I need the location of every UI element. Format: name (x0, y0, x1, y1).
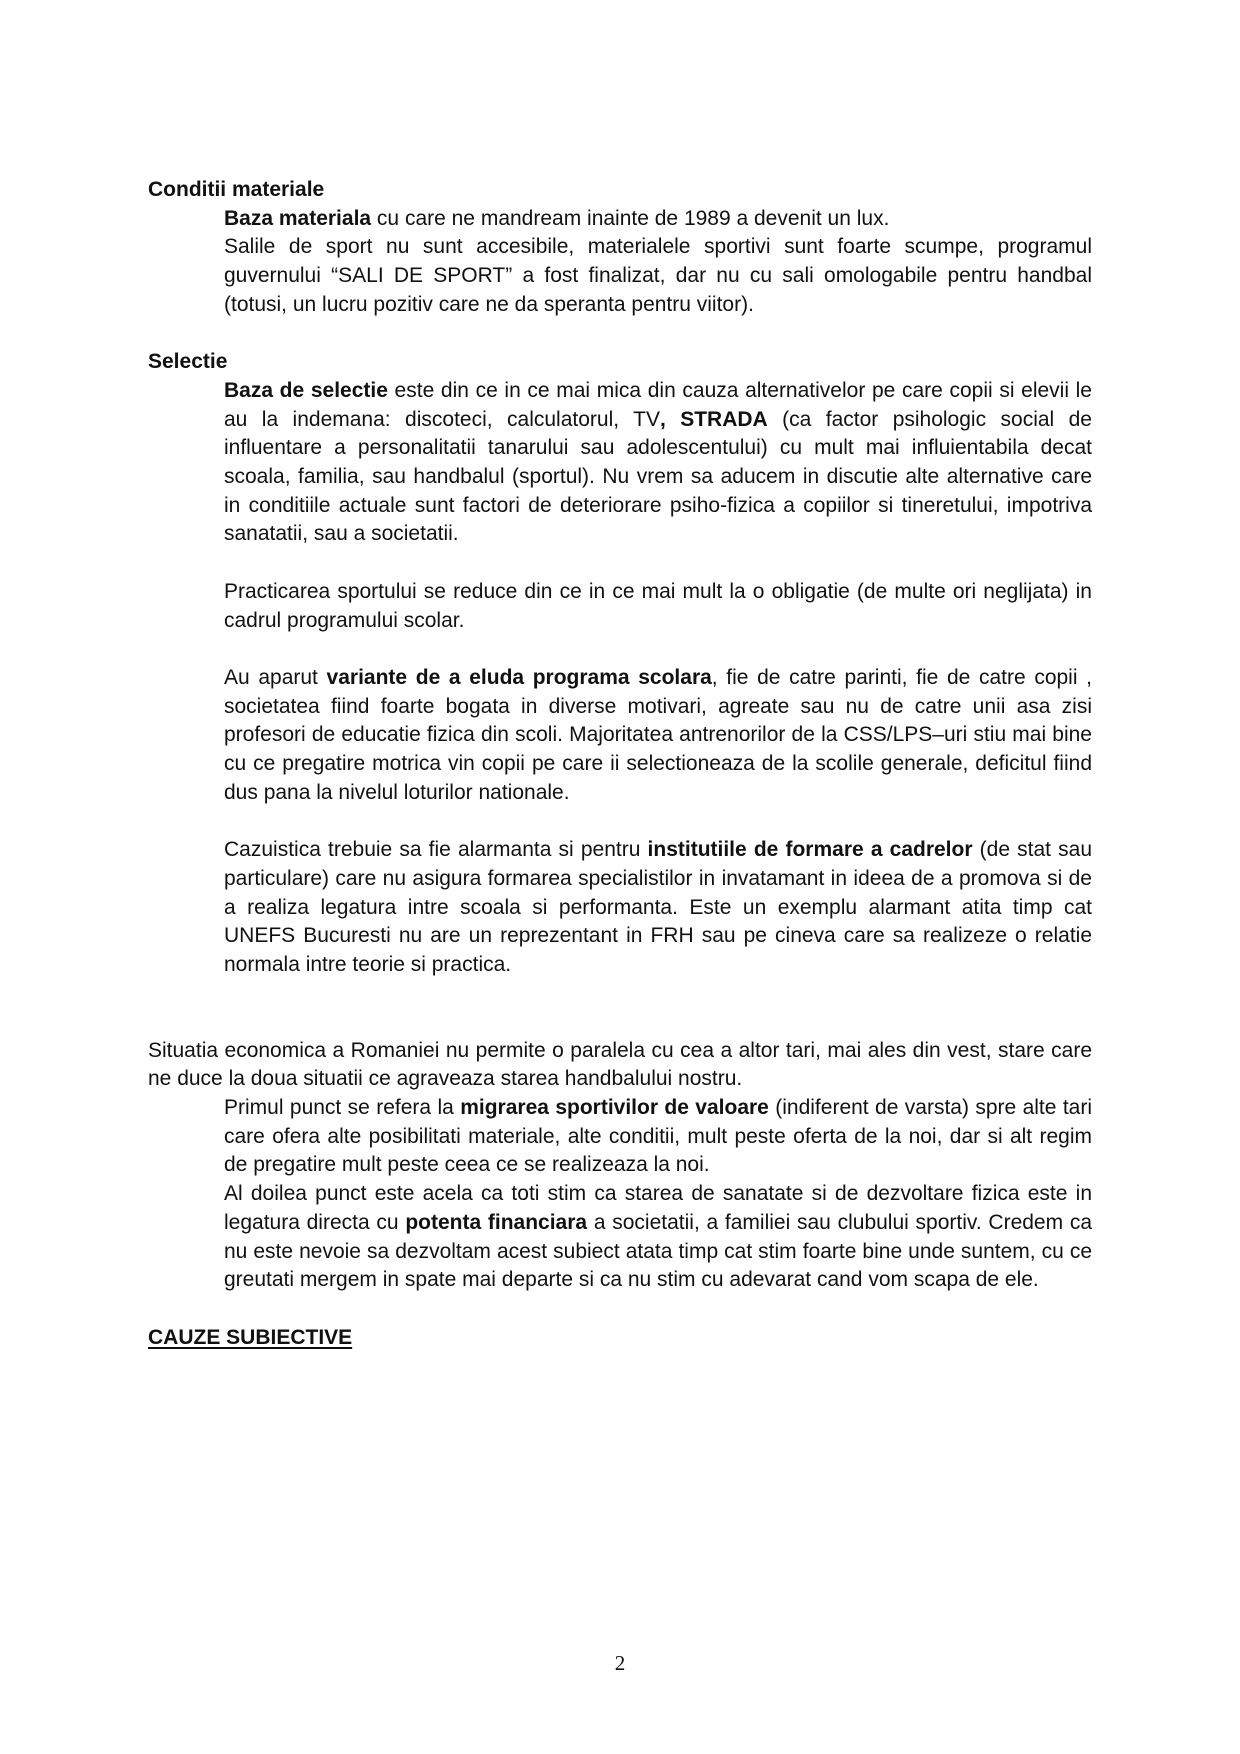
heading-selectie: Selectie (148, 350, 228, 374)
document-page (148, 176, 1092, 1352)
paragraph-cazuistica: Cazuistica trebuie sa fie alarmanta si pentru institutiile de formare a cadrelor (de stat sau particulare) care nu asigura formarea specialistilor in invatamant in ideea de a promova si de a realiza legatura intre scoala si performanta. Este un exemplu alarmant atita timp cat UNEFS Bucuresti nu are un reprezentant in FRH sau pe cineva care sa realizeze o relatie normala intre teorie si practica. (224, 838, 1093, 976)
paragraph-practicarea-sportului: Practicarea sportului se reduce din ce in ce mai mult la o obligatie (de multe ori neglijata) in cadrul programului scolar. (224, 579, 1092, 632)
bold-term: Baza materiala (224, 206, 372, 230)
paragraph-baza-de-selectie: Baza de selectie este din ce in ce mai mica din cauza alternativelor pe care copii si elevii le au la indemana: discoteci, calculatorul, TV, STRADA (ca factor psihologic social de influentare a personalitatii tanarului sau adolescentului) cu mult mai influientabila decat scoala, familia, sau handbalul (sportul). Nu vrem sa aducem in discutie alte alternative care in conditiile actuale sunt factori de deteriorare psiho-fizica a copiilor si tineretului, impotriva sanatatii, sau a societatii. (224, 378, 1092, 546)
paragraph-primul-punct: Primul punct se refera la migrarea sportivilor de valoare (indiferent de varsta) spre alte tari care ofera alte posibilitati materiale, alte conditii, mult peste oferta de la noi, dar si alt regim de pregatire mult peste ceea ce se realizeaza la noi. (224, 1096, 1093, 1177)
paragraph-al-doilea-punct: Al doilea punct este acela ca toti stim ca starea de sanatate si de dezvoltare fizica este in legatura directa cu potenta financiara a societatii, a familiei sau clubului sportiv. Credem ca nu este nevoie sa dezvoltam acest subiect atata timp cat stim foarte bine unde suntem, cu ce greutati mergem in spate mai departe si ca nu stim cu adevarat cand vom scapa de ele. (224, 1182, 1093, 1292)
heading-cauze-subiective: CAUZE SUBIECTIVE (148, 1325, 353, 1349)
paragraph-baza-materiala: Baza materiala cu care ne mandream inainte de 1989 a devenit un lux. (224, 206, 890, 230)
heading-conditii-materiale: Conditii materiale (148, 178, 325, 201)
paragraph-variante-eluda: Au aparut variante de a eluda programa scolara, fie de catre parinti, fie de catre copii , societatea fiind foarte bogata in diverse motivari, agreate sau nu de catre unii asa zisi profesori de educatie fizica din scoli. Majoritatea antrenorilor de la CSS/LPS–uri stiu mai bine cu ce pregatire motrica vin copii pe care ii selectioneaza de la scolile generale, deficitul fiind dus pana la nivelul loturilor nationale. (224, 665, 1092, 804)
page-number: 2 (614, 1651, 626, 1675)
paragraph-situatia-economica: Situatia economica a Romaniei nu permite o paralela cu cea a altor tari, mai ales din vest, stare care ne duce la doua situatii ce agraveaza starea handbalului nostru. (148, 1038, 1092, 1091)
paragraph-sali-de-sport: Salile de sport nu sunt accesibile, materialele sportivi sunt foarte scumpe, programul guvernului “SALI DE SPORT” a fost finalizat, dar nu cu sali omologabile pentru handbal (totusi, un lucru pozitiv care ne da speranta pentru viitor). (224, 235, 1092, 316)
